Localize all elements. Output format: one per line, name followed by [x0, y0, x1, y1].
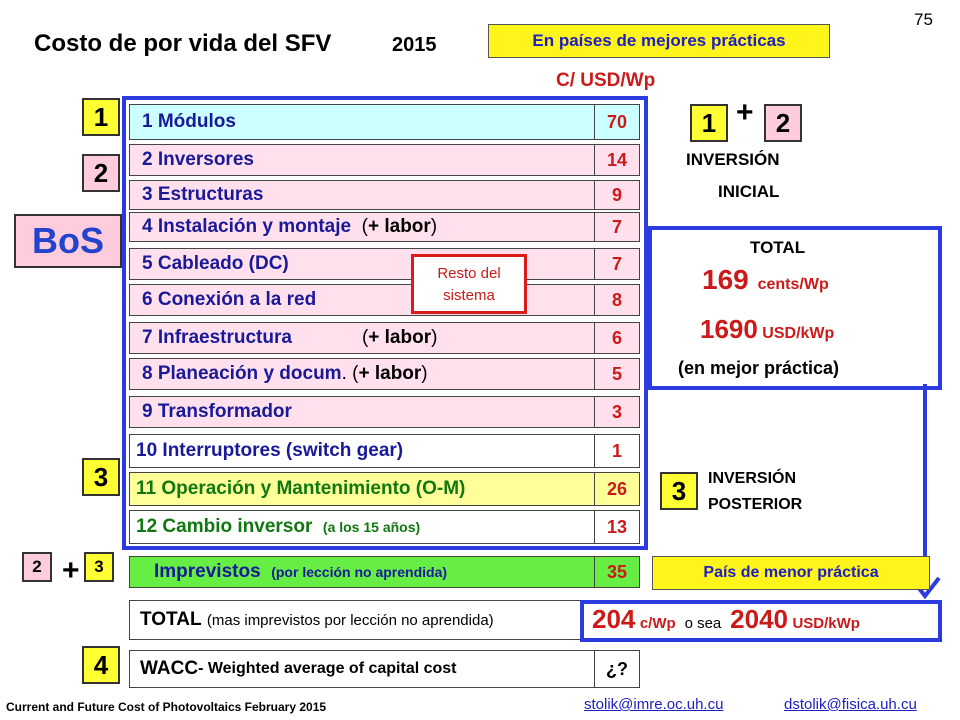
row-label: 2 Inversores — [142, 149, 254, 170]
row-label — [130, 651, 594, 687]
mejor-practica-label: (en mejor práctica) — [678, 358, 840, 378]
row-value: 70 — [594, 105, 639, 139]
table-row — [129, 104, 640, 140]
email-link-2[interactable]: dstolik@fisica.uh.cu — [784, 696, 917, 713]
row-value: 5 — [594, 359, 639, 389]
row-label-main: Imprevistos — [154, 561, 261, 582]
row-label: 6 Conexión a la red — [142, 289, 317, 310]
inversion-posterior-line-2: POSTERIOR — [708, 496, 803, 513]
final-value: 204 — [592, 604, 636, 634]
inversion-inicial-line-1: INVERSIÓN — [686, 150, 780, 169]
row-label-small: (a los 15 años) — [322, 519, 421, 535]
row-value: 6 — [594, 323, 639, 353]
row-label — [130, 359, 594, 389]
table-row — [129, 358, 640, 390]
row-value: 7 — [594, 213, 639, 241]
row-label: 11 Operación y Mantenimiento (O-M) — [136, 478, 466, 499]
row-label: 1 Módulos — [142, 111, 236, 132]
final-total-text — [592, 604, 860, 638]
row-label: 3 Estructuras — [142, 184, 264, 205]
labor-paren-close: ) — [431, 327, 438, 348]
row-label — [130, 557, 594, 587]
row-value: 13 — [594, 511, 639, 543]
row-label-main: WACC — [140, 658, 199, 679]
resto-line-2: sistema — [443, 287, 495, 304]
resto-sistema-box — [411, 254, 527, 314]
table-row — [129, 600, 581, 640]
menor-practica-box: País de menor práctica — [652, 556, 930, 590]
row-label — [130, 601, 580, 639]
row-label-main: TOTAL — [140, 609, 202, 630]
total-cents — [702, 264, 829, 296]
total-label: TOTAL — [750, 238, 806, 257]
plus-sign-right: + — [736, 96, 754, 129]
row-label — [130, 511, 594, 543]
labor-text: + labor — [358, 363, 422, 384]
labor-paren-close: ) — [430, 216, 438, 237]
cents-unit: cents/Wp — [757, 276, 829, 293]
marker-2-small: 2 — [22, 552, 52, 582]
marker-right-2: 2 — [764, 104, 802, 142]
label-tail: . ( — [341, 363, 359, 384]
best-practice-box: En países de mejores prácticas — [488, 24, 830, 58]
row-value: 7 — [594, 249, 639, 279]
table-row — [129, 556, 640, 588]
table-row — [129, 284, 640, 316]
footer-caption: Current and Future Cost of Photovoltaics February 2015 — [6, 700, 327, 714]
table-row — [129, 434, 640, 468]
row-label — [130, 213, 594, 241]
row-value: 8 — [594, 285, 639, 315]
final-unit: c/Wp — [639, 615, 676, 632]
slide-title: Costo de por vida del SFV — [34, 30, 332, 57]
table-row — [129, 396, 640, 428]
inversion-posterior-label — [708, 466, 802, 518]
row-label: 10 Interruptores (switch gear) — [136, 440, 404, 461]
unit-label: C/ USD/Wp — [556, 70, 656, 91]
table-row — [129, 472, 640, 506]
table-row — [129, 248, 640, 280]
labor-paren-open: ( — [361, 216, 368, 237]
row-value: 3 — [594, 397, 639, 427]
marker-2: 2 — [82, 154, 120, 192]
cents-value: 169 — [702, 264, 749, 295]
labor-paren-close: ) — [421, 363, 428, 384]
inversion-inicial-line-2: INICIAL — [718, 182, 780, 201]
marker-1: 1 — [82, 98, 120, 136]
row-value: 14 — [594, 145, 639, 175]
resto-line-1: Resto del — [437, 265, 501, 282]
table-row — [129, 212, 640, 242]
table-row — [129, 510, 640, 544]
row-value: 35 — [594, 557, 639, 587]
marker-3-small: 3 — [84, 552, 114, 582]
row-value: 9 — [594, 181, 639, 209]
row-value: 1 — [594, 435, 639, 467]
marker-3: 3 — [82, 458, 120, 496]
total-kwp — [700, 314, 834, 345]
final-unit-2: USD/kWp — [792, 615, 860, 632]
labor-paren-open: ( — [361, 327, 369, 348]
bos-label: BoS — [14, 214, 122, 268]
row-label: 9 Transformador — [142, 401, 292, 422]
row-label-main: 4 Instalación y montaje — [142, 216, 352, 237]
final-mid: o sea — [684, 615, 722, 632]
table-row — [129, 180, 640, 210]
row-value: ¿? — [594, 651, 639, 687]
kwp-value: 1690 — [700, 314, 758, 344]
table-row — [129, 322, 640, 354]
row-label-small: - Weighted average of capital cost — [198, 660, 457, 677]
plus-sign-left: + — [62, 554, 80, 587]
labor-text: + labor — [368, 327, 432, 348]
row-label-small: (por lección no aprendida) — [271, 564, 448, 580]
row-label-main: 12 Cambio inversor — [136, 516, 313, 537]
email-link-1[interactable]: stolik@imre.oc.uh.cu — [584, 696, 724, 713]
marker-4: 4 — [82, 646, 120, 684]
row-label — [130, 323, 594, 353]
row-label: 5 Cableado (DC) — [142, 253, 289, 274]
row-label-main: 8 Planeación y docum — [142, 363, 342, 384]
table-row — [129, 144, 640, 176]
table-row — [129, 650, 640, 688]
labor-text: + labor — [367, 216, 431, 237]
marker-right-3: 3 — [660, 472, 698, 510]
inversion-posterior-line-1: INVERSIÓN — [708, 470, 797, 487]
final-value-2: 2040 — [730, 604, 789, 634]
row-value: 26 — [594, 473, 639, 505]
marker-right-1: 1 — [690, 104, 728, 142]
year-label: 2015 — [392, 34, 437, 56]
row-label-small: (mas imprevistos por lección no aprendida) — [206, 611, 494, 629]
row-label-main: 7 Infraestructura — [142, 327, 292, 348]
page-number: 75 — [914, 10, 933, 29]
kwp-unit: USD/kWp — [762, 325, 835, 342]
